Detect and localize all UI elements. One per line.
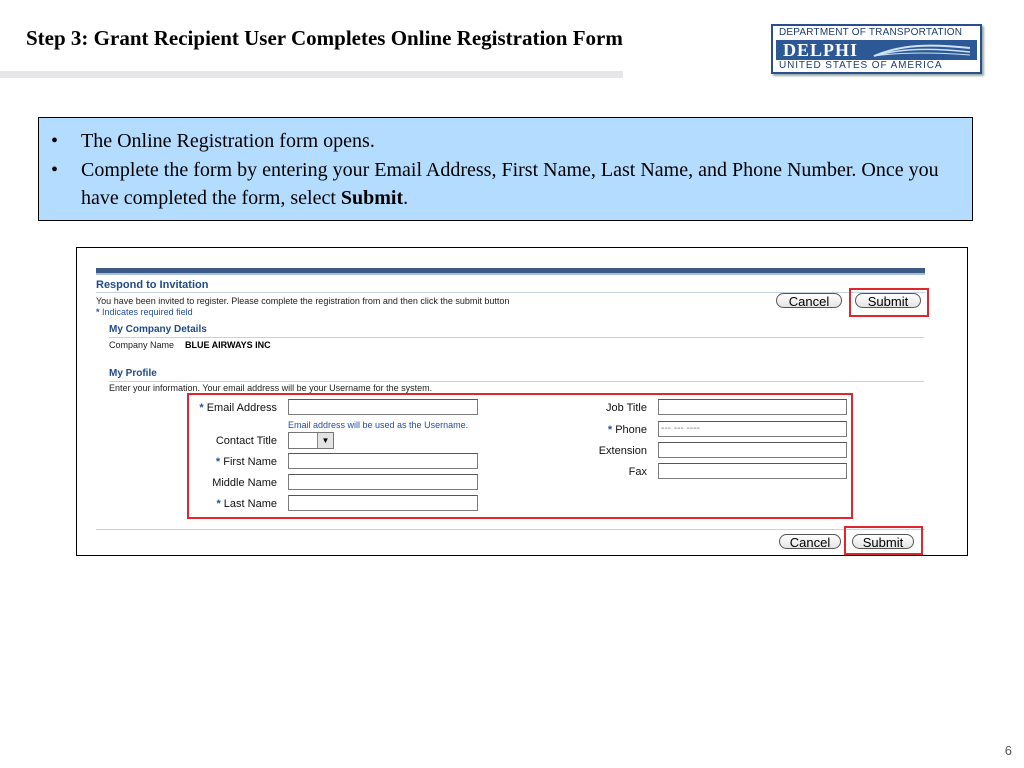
title-underline (0, 71, 623, 78)
submit-button-bottom[interactable]: Submit (852, 534, 914, 549)
required-note (96, 307, 193, 317)
phone-required-marker: * (607, 424, 613, 436)
contact-title-label: Contact Title (215, 435, 277, 447)
email-hint: Email address will be used as the Username. (288, 420, 469, 430)
last-name-label (177, 498, 277, 510)
dot-delphi-logo (771, 24, 982, 74)
logo-name: DELPHI (783, 40, 859, 60)
logo-top-text: DEPARTMENT OF TRANSPORTATION (779, 27, 963, 38)
email-required-marker: * (199, 402, 204, 414)
logo-bottom-text: UNITED STATES OF AMERICA (779, 60, 943, 71)
phone-label (547, 424, 647, 436)
bottom-divider (96, 529, 925, 530)
contact-title-select[interactable] (288, 432, 334, 449)
middle-name-field[interactable] (288, 474, 478, 490)
bullet-2-end: . (403, 187, 409, 209)
logo-swoosh-icon (872, 42, 972, 58)
logo-banner (776, 40, 977, 60)
registration-form-screenshot (76, 247, 968, 556)
phone-field[interactable]: --- --- ---- (658, 421, 847, 437)
fax-label: Fax (628, 466, 647, 478)
first-name-field[interactable] (288, 453, 478, 469)
first-name-label-text: First Name (223, 456, 277, 468)
submit-button-top[interactable]: Submit (855, 293, 921, 308)
last-name-field[interactable] (288, 495, 478, 511)
required-marker: * (96, 307, 100, 317)
company-name-label: Company Name (109, 340, 175, 350)
middle-name-label: Middle Name (212, 477, 277, 489)
cancel-button-bottom[interactable]: Cancel (779, 534, 841, 549)
profile-divider (109, 381, 924, 382)
submit-highlight-bottom (844, 526, 923, 555)
last-name-required-marker: * (216, 498, 221, 510)
submit-highlight-top (849, 288, 929, 317)
email-field[interactable] (288, 399, 478, 415)
slide-title: Step 3: Grant Recipient User Completes Online Registration Form (26, 26, 623, 50)
job-title-label: Job Title (606, 402, 647, 414)
job-title-field[interactable] (658, 399, 847, 415)
phone-label-text: Phone (615, 424, 647, 436)
cancel-button-top[interactable]: Cancel (776, 293, 842, 308)
company-section-heading: My Company Details (109, 324, 207, 335)
extension-label: Extension (598, 445, 647, 457)
company-divider (109, 337, 924, 338)
fax-field[interactable] (658, 463, 847, 479)
extension-field[interactable] (658, 442, 847, 458)
page-number: 6 (1004, 743, 1012, 758)
email-label (177, 402, 277, 414)
required-note-text: Indicates required field (102, 307, 193, 317)
email-label-text: Email Address (206, 402, 277, 414)
last-name-label-text: Last Name (223, 498, 277, 510)
bullet-1: • The Online Registration form opens. (81, 127, 941, 155)
chevron-down-icon[interactable]: ▼ (317, 433, 333, 448)
form-heading: Respond to Invitation (96, 279, 209, 291)
instruction-box (38, 117, 973, 221)
bullet-2 (81, 156, 941, 212)
first-name-required-marker: * (215, 456, 221, 468)
company-name-value: BLUE AIRWAYS INC (185, 340, 271, 350)
header-bar-accent (96, 273, 925, 275)
form-instructions: You have been invited to register. Please complete the registration from and then click the submit button (96, 296, 510, 306)
first-name-label (177, 456, 277, 468)
profile-hint: Enter your information. Your email address will be your Username for the system. (109, 383, 433, 393)
bullet-2-text: Complete the form by entering your Email Address, First Name, Last Name, and Phone Number. Once you have completed the form, select (81, 159, 939, 209)
bullet-2-submit: Submit (340, 187, 404, 209)
profile-section-heading: My Profile (109, 368, 157, 379)
